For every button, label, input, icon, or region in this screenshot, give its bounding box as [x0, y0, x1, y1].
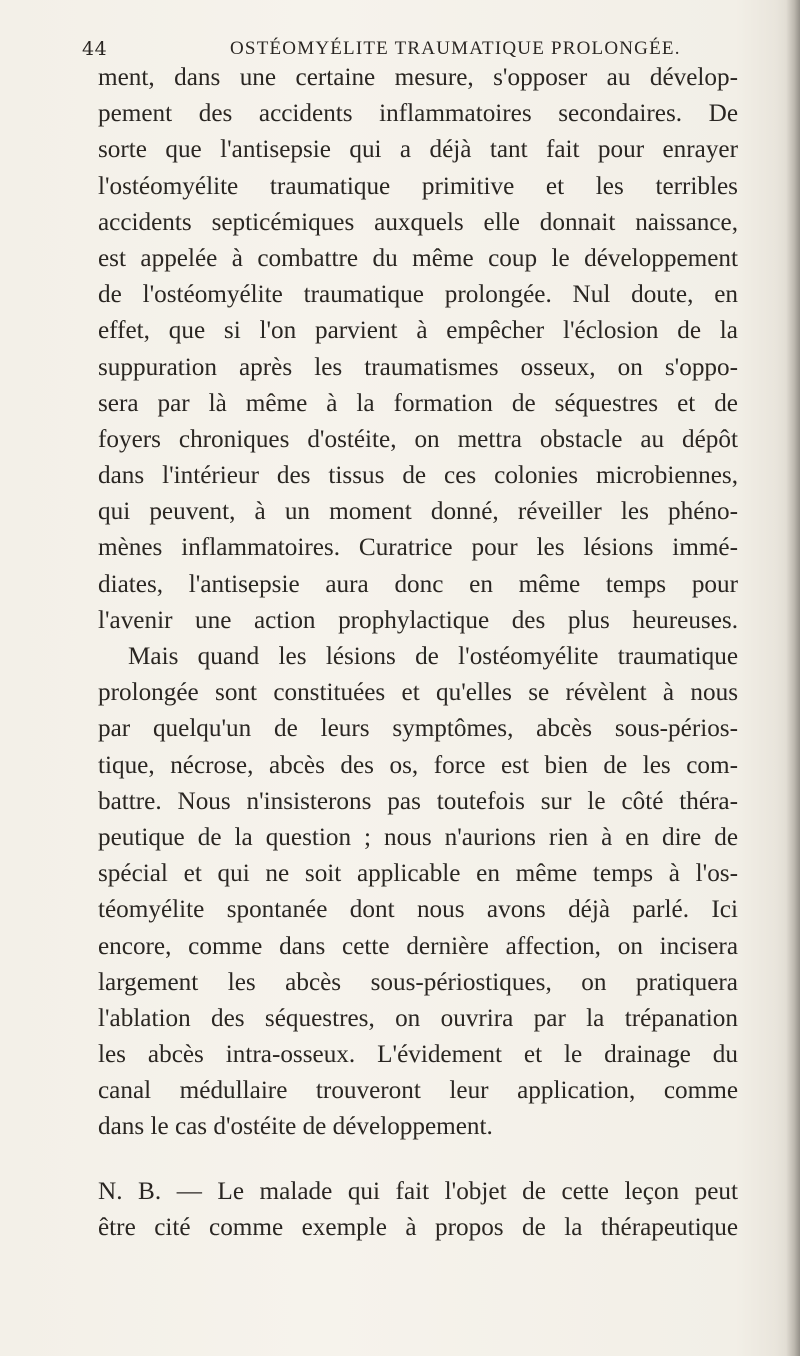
text-line: effet, que si l'on parvient à empêcher l'éclosion de la	[98, 317, 738, 345]
text-line: diates, l'antisepsie aura donc en même temps pour	[98, 570, 738, 598]
text-line: largement les abcès sous-périostiques, on pratiquera	[98, 968, 738, 996]
paragraph-therapeutics	[98, 639, 738, 1146]
running-title: OSTÉOMYÉLITE TRAUMATIQUE PROLONGÉE.	[230, 38, 681, 59]
page-number: 44	[82, 38, 108, 60]
page-edge-shadow	[786, 0, 800, 1356]
text-line: mènes inflammatoires. Curatrice pour les lésions immé-	[98, 534, 738, 562]
text-line: pement des accidents inflammatoires secondaires. De	[98, 100, 738, 128]
text-line: Mais quand les lésions de l'ostéomyélite traumatique	[128, 643, 738, 670]
text-line: qui peuvent, à un moment donné, réveiller les phéno-	[98, 498, 738, 526]
paragraph-gap	[98, 1146, 738, 1174]
text-line: l'avenir une action prophylactique des plus heureuses.	[98, 606, 738, 634]
text-line: battre. Nous n'insisterons pas toutefois sur le côté théra-	[98, 787, 738, 815]
text-line: de l'ostéomyélite traumatique prolongée. Nul doute, en	[98, 281, 738, 309]
paragraph-continued	[98, 60, 738, 639]
text-line: N. B. — Le malade qui fait l'objet de cette leçon peut	[98, 1177, 738, 1205]
text-line: accidents septicémiques auxquels elle donnait naissance,	[98, 208, 738, 236]
text-line: ment, dans une certaine mesure, s'opposer au dévelop-	[98, 64, 738, 91]
text-line: suppuration après les traumatismes osseux, on s'oppo-	[98, 353, 738, 381]
note-paragraph	[98, 1174, 738, 1246]
text-line: les abcès intra-osseux. L'évidement et le drainage du	[98, 1041, 738, 1069]
text-line: foyers chroniques d'ostéite, on mettra obstacle au dépôt	[98, 425, 738, 453]
text-line: peutique de la question ; nous n'aurions rien à en dire de	[98, 823, 738, 851]
text-line: dans le cas d'ostéite de développement.	[98, 1113, 493, 1141]
text-line: l'ablation des séquestres, on ouvrira par la trépanation	[98, 1004, 738, 1032]
text-line: encore, comme dans cette dernière affection, on incisera	[98, 932, 738, 960]
text-line: est appelée à combattre du même coup le développement	[98, 244, 738, 272]
text-line: téomyélite spontanée dont nous avons déjà parlé. Ici	[98, 896, 738, 924]
text-line: sera par là même à la formation de séquestres et de	[98, 389, 738, 417]
text-line: spécial et qui ne soit applicable en même temps à l'os-	[98, 860, 738, 888]
text-line: sorte que l'antisepsie qui a déjà tant fait pour enrayer	[98, 136, 738, 164]
text-line: par quelqu'un de leurs symptômes, abcès sous-périos-	[98, 715, 738, 743]
body-text	[98, 60, 738, 1246]
text-line: l'ostéomyélite traumatique primitive et les terribles	[98, 172, 738, 200]
text-line: être cité comme exemple à propos de la thérapeutique	[98, 1213, 738, 1241]
text-line: tique, nécrose, abcès des os, force est bien de les com-	[98, 751, 738, 779]
text-line: canal médullaire trouveront leur application, comme	[98, 1077, 738, 1105]
text-line: dans l'intérieur des tissus de ces colonies microbiennes,	[98, 462, 738, 490]
text-line: prolongée sont constituées et qu'elles se révèlent à nous	[98, 679, 738, 707]
